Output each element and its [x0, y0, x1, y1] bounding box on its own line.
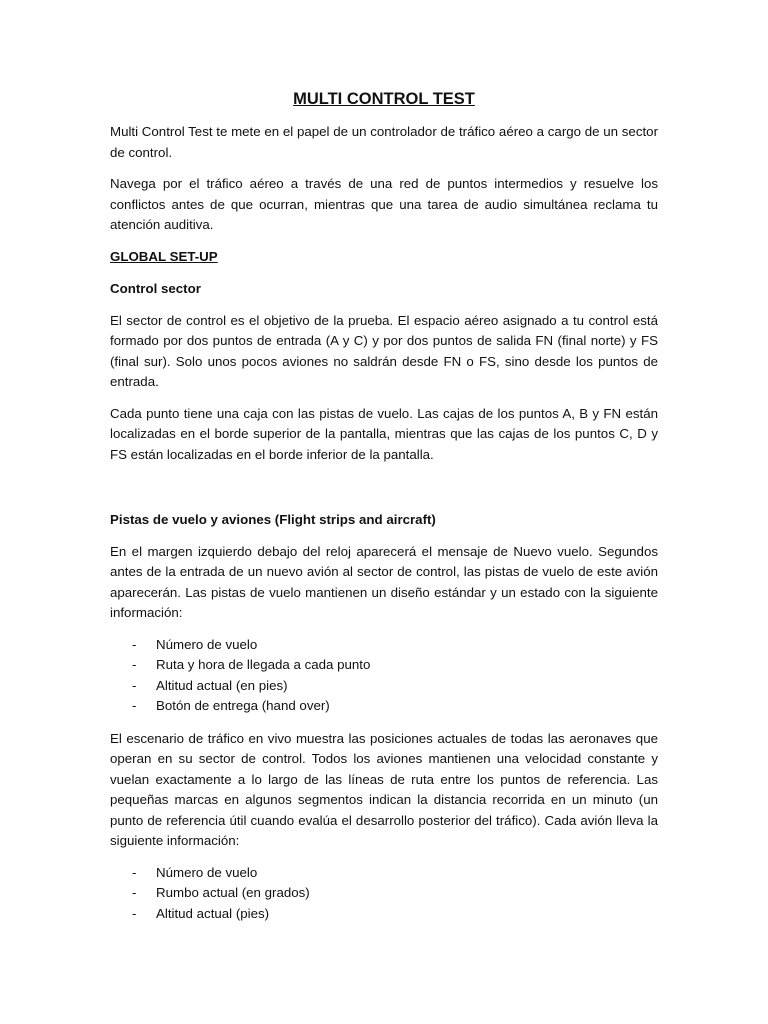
- control-sector-paragraph-2: Cada punto tiene una caja con las pistas de vuelo. Las cajas de los puntos A, B y FN están localizadas en el borde superior de la pantalla, mientras que las cajas de los puntos C, D y FS están localizadas en el borde inferior de la pantalla.: [110, 405, 658, 462]
- list-item: [110, 676, 658, 697]
- dash-bullet: -: [132, 864, 137, 880]
- list-item-text: Rumbo actual (en grados): [156, 885, 310, 900]
- list-item: [110, 655, 658, 676]
- list-item-text: Ruta y hora de llegada a cada punto: [156, 657, 371, 672]
- list-item: [110, 696, 658, 717]
- subheading-control-sector: Control sector: [110, 281, 201, 296]
- dash-bullet: -: [132, 636, 137, 652]
- document-page: [110, 88, 658, 936]
- intro-paragraph-1: Multi Control Test te mete en el papel de un controlador de tráfico aéreo a cargo de un sector de control.: [110, 124, 658, 160]
- control-sector-paragraph-1: El sector de control es el objetivo de la prueba. El espacio aéreo asignado a tu control está formado por dos puntos de entrada (A y C) y por dos puntos de salida FN (final norte) y FS (final sur). Solo unos pocos aviones no saldrán desde FN o FS, sino desde los puntos de entrada.: [110, 312, 658, 389]
- list-item: [110, 904, 658, 925]
- dash-bullet: -: [132, 905, 137, 921]
- list-item-text: Número de vuelo: [156, 636, 258, 652]
- dash-bullet: -: [132, 677, 137, 693]
- flight-strip-info-list: [110, 635, 658, 717]
- list-item: [110, 863, 658, 884]
- dash-bullet: -: [132, 657, 137, 672]
- section-heading-global-setup: GLOBAL SET-UP: [110, 248, 218, 264]
- list-item-text: Número de vuelo: [156, 864, 258, 880]
- list-item-text: Altitud actual (en pies): [156, 677, 288, 693]
- traffic-scenario-paragraph: El escenario de tráfico en vivo muestra las posiciones actuales de todas las aeronaves que operan en su sector de control. Todos los aviones mantienen una velocidad constante y vuelan exactamente a lo largo de las líneas de ruta entre los puntos de referencia. Las pequeñas marcas en algunos segmentos indican la distancia recorrida en un minuto (un punto de referencia útil cuando evalúa el desarrollo posterior del tráfico). Cada avión lleva la siguiente información:: [110, 730, 658, 848]
- list-item: [110, 635, 658, 656]
- document-title: MULTI CONTROL TEST: [293, 90, 475, 108]
- blank-line: [110, 476, 658, 510]
- flight-strips-paragraph: En el margen izquierdo debajo del reloj aparecerá el mensaje de Nuevo vuelo. Segundos antes de la entrada de un nuevo avión al sector de control, las pistas de vuelo de este avión aparecerán. Las pistas de vuelo mantienen un diseño estándar y un estado con la siguiente información:: [110, 543, 658, 620]
- aircraft-info-list: [110, 863, 658, 925]
- subheading-flight-strips: Pistas de vuelo y aviones (Flight strips and aircraft): [110, 512, 436, 527]
- list-item-text: Altitud actual (pies): [156, 905, 270, 921]
- dash-bullet: -: [132, 885, 137, 900]
- list-item: [110, 883, 658, 904]
- dash-bullet: -: [132, 698, 137, 713]
- list-item-text: Botón de entrega (hand over): [156, 698, 330, 713]
- intro-paragraph-2: Navega por el tráfico aéreo a través de una red de puntos intermedios y resuelve los conflictos antes de que ocurran, mientras que una tarea de audio simultánea reclama tu atención auditiva.: [110, 176, 658, 232]
